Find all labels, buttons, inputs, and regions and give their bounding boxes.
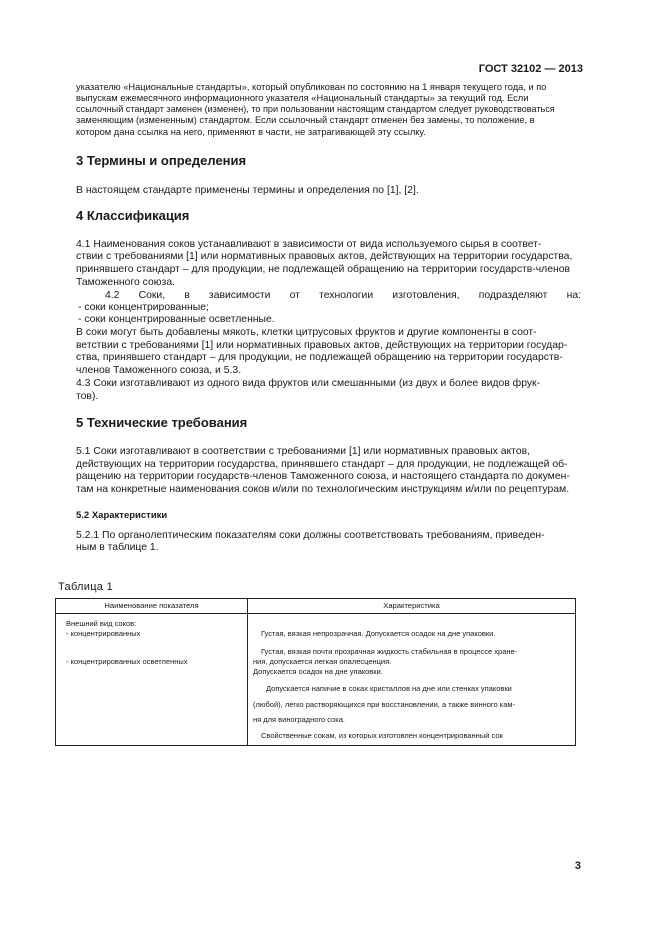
column-divider [247,599,248,745]
section-5-title: 5 Технические требования [76,415,248,430]
paragraph-5-1-line: 5.1 Соки изготавливают в соответствии с требованиями [1] или нормативных правовых актов, [76,446,531,457]
section-3-text: В настоящем стандарте применены термины и определения по [1], [2]. [76,185,419,196]
list-item: - соки концентрированные осветленные. [78,314,275,325]
table-cell-right: ния, допускается легкая опалесценция. [253,657,392,666]
paragraph-4-1-line: ствии с требованиями [1] или нормативных правовых актов, действующих на территории государства, [76,251,573,262]
paragraph-4-1-line: принявшего стандарт – для продукции, не подлежащей обращению на территории государств-членов [76,264,571,275]
paragraph-4-3-line: тов). [76,391,99,402]
paragraph-5-1-line: там на конкретные наименования соков и/или по технологическим инструкциям и/или по рецептурам. [76,484,570,495]
table-cell-right: Густая, вязкая почти прозрачная жидкость стабильная в процессе хране- [261,647,518,656]
paragraph-5-1-line: действующих на территории государства, принявшего стандарт – для продукции, не подлежащей об- [76,459,568,470]
table-caption: Таблица 1 [58,581,114,593]
standard-number: ГОСТ 32102 — 2013 [478,63,583,75]
header-divider [56,613,575,614]
paragraph-4-1-line: 4.1 Наименования соков устанавливают в зависимости от вида используемого сырья в соответ- [76,239,542,250]
table-cell-left: Внешний вид соков: [66,619,137,628]
paragraph-4-2: 4.2 Соки, в зависимости от технологии изготовления, подразделяют на: [105,290,581,301]
table-cell-right: Допускается осадок на дне упаковки. [253,667,383,676]
table-cell-right: ня для виноградного сока. [253,715,345,724]
paragraph-4-2-tail-line: ветствии с требованиями [1] или нормативных правовых актов, действующих на территории государ- [76,340,568,351]
table-cell-right: Допускается напичие в соках кристаллов на дне или стенках упаковки [266,684,512,693]
table-cell-left: - концентрированных осветленных [66,657,188,666]
table-cell-right: (любой), легко растворяющихся при восстановлении, а также винного кам- [253,700,516,709]
paragraph-5-2-1-line: 5.2.1 По органолептическим показателям соки должны соответствовать требованиям, приведен- [76,530,545,541]
intro-line: указателю «Национальные стандарты», который опубликован по состоянию на 1 января текущего года, и по [76,82,547,92]
characteristics-table [55,598,576,746]
paragraph-4-2-tail-line: В соки могут быть добавлены мякоть, клетки цитрусовых фруктов и другие компоненты в соот- [76,327,537,338]
intro-line: котором дана ссылка на него, применяют в части, не затрагивающей эту ссылку. [76,127,426,137]
table-header-indicator: Наименование показателя [104,601,199,610]
section-3-title: 3 Термины и определения [76,153,247,168]
paragraph-4-3-line: 4.3 Соки изготавливают из одного вида фруктов или смешанными (из двух и более видов фрук- [76,378,541,389]
page-number: 3 [574,860,581,872]
table-cell-left: - концентрированных [66,629,141,638]
paragraph-4-2-tail-line: ства, принявшего стандарт – для продукции, не подлежащей обращению на территории государств- [76,352,563,363]
paragraph-5-2-1-line: ным в таблице 1. [76,542,159,553]
section-4-title: 4 Классификация [76,208,190,223]
paragraph-4-1-line: Таможенного союза. [76,277,175,288]
table-cell-right: Свойственные сокам, из которых изготовлен концентрированный сок [261,731,503,740]
paragraph-4-2-tail-line: членов Таможенного союза, и 5.3. [76,365,242,376]
list-item: - соки концентрированные; [78,302,209,313]
paragraph-5-1-line: ращению на территории государств-членов Таможенного союза, и настоящего стандарта по докумен- [76,471,570,482]
table-cell-right: Густая, вязкая непрозрачная. Допускается осадок на дне упаковки. [261,629,496,638]
subsection-5-2-title: 5.2 Характеристики [76,510,168,521]
intro-line: заменяющим (измененным) стандартом. Если ссылочный стандарт отменен без замены, то положение, в [76,115,535,125]
intro-line: выпускам ежемесячного информационного указателя «Национальный стандарты» за текущий год. Если [76,93,529,103]
table-header-characteristic: Характеристика [383,601,440,610]
intro-line: ссылочный стандарт заменен (изменен), то при пользовании настоящим стандартом следует руководствоваться [76,104,555,114]
